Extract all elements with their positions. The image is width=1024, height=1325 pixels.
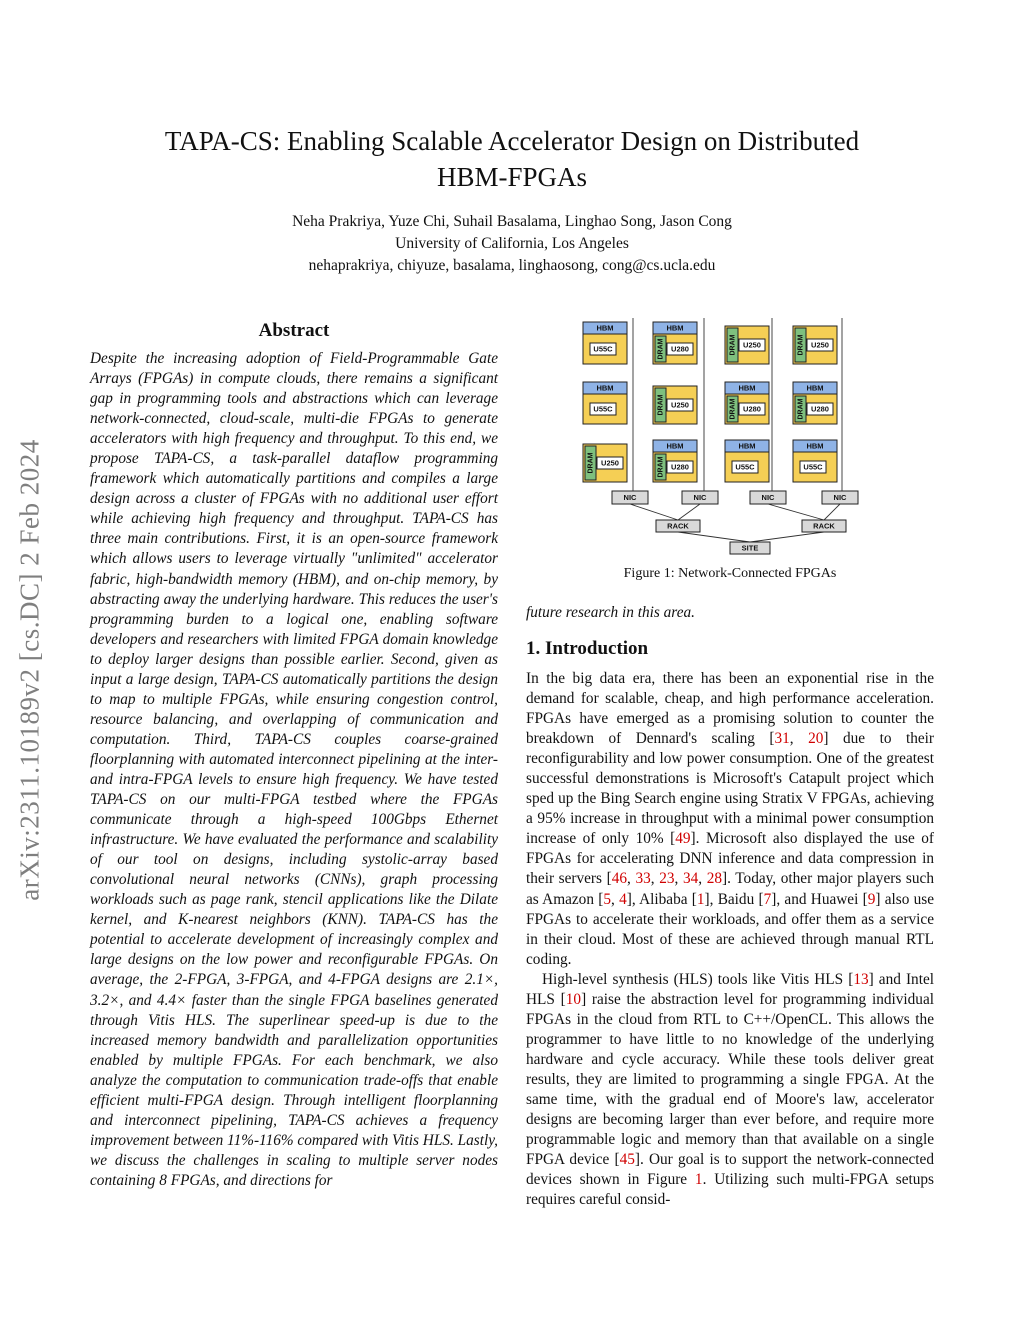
citation-link[interactable]: 34 [682,870,699,888]
intro-text: . Utilizing such multi-FPGA setups requires careful consid- [526,1171,934,1209]
introduction-heading: 1. Introduction [526,638,649,659]
citation-link[interactable]: 31 [774,730,790,748]
intro-text: , [789,730,809,748]
network-fpga-figure [578,318,880,560]
site-label: SITE [741,543,759,553]
intro-paragraph-2 [526,970,934,1211]
intro-text: , [650,870,660,888]
arxiv-stamp [0,370,60,970]
intro-text: , [611,890,620,908]
rack-label: RACK [667,521,689,531]
dram-label: DRAM [657,338,665,360]
hbm-label: HBM [596,383,614,393]
wire [768,504,824,520]
hbm-label: HBM [666,323,684,333]
intro-paragraph-1 [526,669,934,970]
citation-link[interactable]: 20 [808,730,824,748]
intro-text: ]. Our goal is to support the network-connected devices shown in Figure [526,1151,934,1189]
intro-text: ]. Microsoft also displayed the use of FPGAs for accelerating DNN inference and data compression in their servers [ [526,830,934,888]
dram-label: DRAM [729,398,737,420]
board-label: U55C [593,344,613,354]
board-label: U55C [593,404,613,414]
intro-text: ] due to their reconfigurability and low power consumption. One of the greatest successful demonstrations is Microsoft's Catapult project which sped up the Bing Search engine using Stratix V FPGAs, achieving a 95% increase in throughput with a minimal power consumption increase of only 10% [ [526,730,934,848]
figure-caption: Figure 1: Network-Connected FPGAs [623,566,837,581]
title-line-2: HBM-FPGAs [436,162,588,192]
intro-text: ], Alibaba [ [626,890,697,908]
dram-label: DRAM [657,456,665,478]
intro-text: High-level synthesis (HLS) tools like Vitis HLS [ [542,970,854,988]
intro-text: In the big data era, there has been an exponential rise in the demand for scalable, cheap, and high performance acceleration. FPGAs have emerged as a promising solution to counter the breakdown of Dennard's scaling [ [526,670,934,748]
citation-link[interactable]: 33 [635,870,651,888]
board-label: U280 [743,404,761,414]
citation-link[interactable]: 45 [619,1151,635,1169]
citation-link[interactable]: 5 [603,890,611,908]
wire [678,532,750,542]
nic-label: NIC [833,492,847,502]
dram-label: DRAM [797,334,805,356]
intro-text: , [674,870,683,888]
rack-label: RACK [813,521,835,531]
intro-text: ] and Intel HLS [ [526,970,934,1008]
board-label: U250 [601,458,619,468]
dram-label: DRAM [657,394,665,416]
nic-label: NIC [693,492,707,502]
affiliation: University of California, Los Angeles [395,235,629,252]
intro-text: , [627,870,636,888]
abstract-continuation: future research in this area. [526,604,695,621]
citation-link[interactable]: 1 [694,1171,703,1189]
citation-link[interactable]: 49 [675,830,691,848]
citation-link[interactable]: 46 [611,870,628,888]
paper-title [100,123,924,195]
dram-label: DRAM [797,398,805,420]
author-emails: nehaprakriya, chiyuze, basalama, linghaosong, cong@cs.ucla.edu [308,257,716,274]
intro-text: ] raise the abstraction level for programming individual FPGAs in the cloud from RTL to C++/OpenCL. This allows the programmer to have little to no knowledge of the underlying hardware and cycle accuracy. While these tools deliver great results, they are limited to programming a single FPGA. At the same time, with the gradual end of Moore's law, accelerator designs are becoming larger than ever before, and require more programmable logic and memory than that available on a single FPGA device [ [526,990,934,1169]
intro-text: ]. Today, other major players such as Amazon [ [526,870,934,908]
board-label: U250 [743,340,761,350]
board-label: U250 [671,400,689,410]
nic-label: NIC [761,492,775,502]
introduction-body [526,669,934,1210]
citation-link[interactable]: 10 [565,990,582,1008]
wire [630,504,678,520]
citation-link[interactable]: 23 [659,870,675,888]
citation-link[interactable]: 4 [619,890,627,908]
dram-label: DRAM [587,452,595,474]
intro-text: ] also use FPGAs to accelerate their workloads, and offer them as a service in their cloud. Most of these are achieved through manual RTL coding. [526,890,935,968]
wire [678,504,700,520]
title-line-1: TAPA-CS: Enabling Scalable Accelerator Design on Distributed [164,126,860,156]
hbm-label: HBM [666,441,684,451]
citation-link[interactable]: 1 [696,890,705,908]
citation-link[interactable]: 9 [867,890,876,908]
board-label: U280 [671,462,689,472]
board-label: U280 [671,344,689,354]
abstract-heading: Abstract [258,320,330,341]
intro-text: , [698,870,707,888]
board-label: U55C [803,462,823,472]
dram-label: DRAM [729,334,737,356]
citation-link[interactable]: 28 [706,870,723,888]
hbm-label: HBM [738,383,756,393]
nic-label: NIC [623,492,637,502]
intro-text: ], Baidu [ [704,890,764,908]
citation-link[interactable]: 13 [853,970,869,988]
arxiv-id: arXiv:2311.10189v2 [cs.DC] 2 Feb 2024 [14,439,45,901]
intro-text: ], and Huawei [ [771,890,868,908]
board-label: U250 [811,340,829,350]
wire [750,532,824,542]
author-block [100,211,924,277]
hbm-label: HBM [738,441,756,451]
wire [824,504,840,520]
abstract-body: Despite the increasing adoption of Field-Programmable Gate Arrays (FPGAs) in compute clouds, there remains a significant gap in programming tools and abstractions which can leverage network-connected, cloud-scale, multi-die FPGAs to generate accelerators with high frequency and throughput. To this end, we propose TAPA-CS, a task-parallel dataflow programming framework which automatically partitions and compiles a large design across a cluster of FPGAs with no additional user effort while achieving high frequency and throughput. TAPA-CS has three main contributions. First, it is an open-source framework which allows users to leverage virtually "unlimited" accelerator fabric, high-bandwidth memory (HBM), and on-chip memory, by abstracting away the underlying hardware. This reduces the user's programming burden to a logical one, enabling software developers and researchers with limited FPGA domain knowledge to deploy larger designs than possible earlier. Second, given as input a large design, TAPA-CS automatically partitions the design to map to multiple FPGAs, while ensuring congestion control, resource balancing, and overlapping of communication and computation. Third, TAPA-CS couples coarse-grained floorplanning with automated interconnect pipelining at the inter- and intra-FPGA levels to ensure high frequency. We have tested TAPA-CS on our multi-FPGA testbed where the FPGAs communicate through a high-speed 100Gbps Ethernet infrastructure. We have evaluated the performance and scalability of our tool on designs, including systolic-array based convolutional neural networks (CNNs), graph processing workloads such as page rank, stencil applications like the Dilate kernel, and K-nearest neighbors (KNN). TAPA-CS has the potential to accelerate development of increasingly complex and large designs on the low power and reconfigurable FPGAs. On average, the 2-FPGA, 3-FPGA, and 4-FPGA designs are 2.1×, 3.2×, and 4.4× faster than the single FPGA baselines generated through Vitis HLS. The superlinear speed-up is due to the increased memory bandwidth and parallelization opportunities enabled by multiple FPGAs. For each benchmark, we also analyze the computation to communication trade-offs that enable efficient multi-FPGA design. Through intelligent floorplanning and interconnect pipelining, TAPA-CS achieves a frequency improvement between 11%-116% compared with Vitis HLS. Lastly, we discuss the challenges in scaling to multiple server nodes containing 8 FPGAs, and directions for [90,350,499,1189]
board-label: U55C [735,462,755,472]
author-names: Neha Prakriya, Yuze Chi, Suhail Basalama, Linghao Song, Jason Cong [292,213,732,230]
hbm-label: HBM [806,383,824,393]
hbm-label: HBM [596,323,614,333]
hbm-label: HBM [806,441,824,451]
citation-link[interactable]: 7 [763,890,772,908]
board-label: U280 [811,404,829,414]
